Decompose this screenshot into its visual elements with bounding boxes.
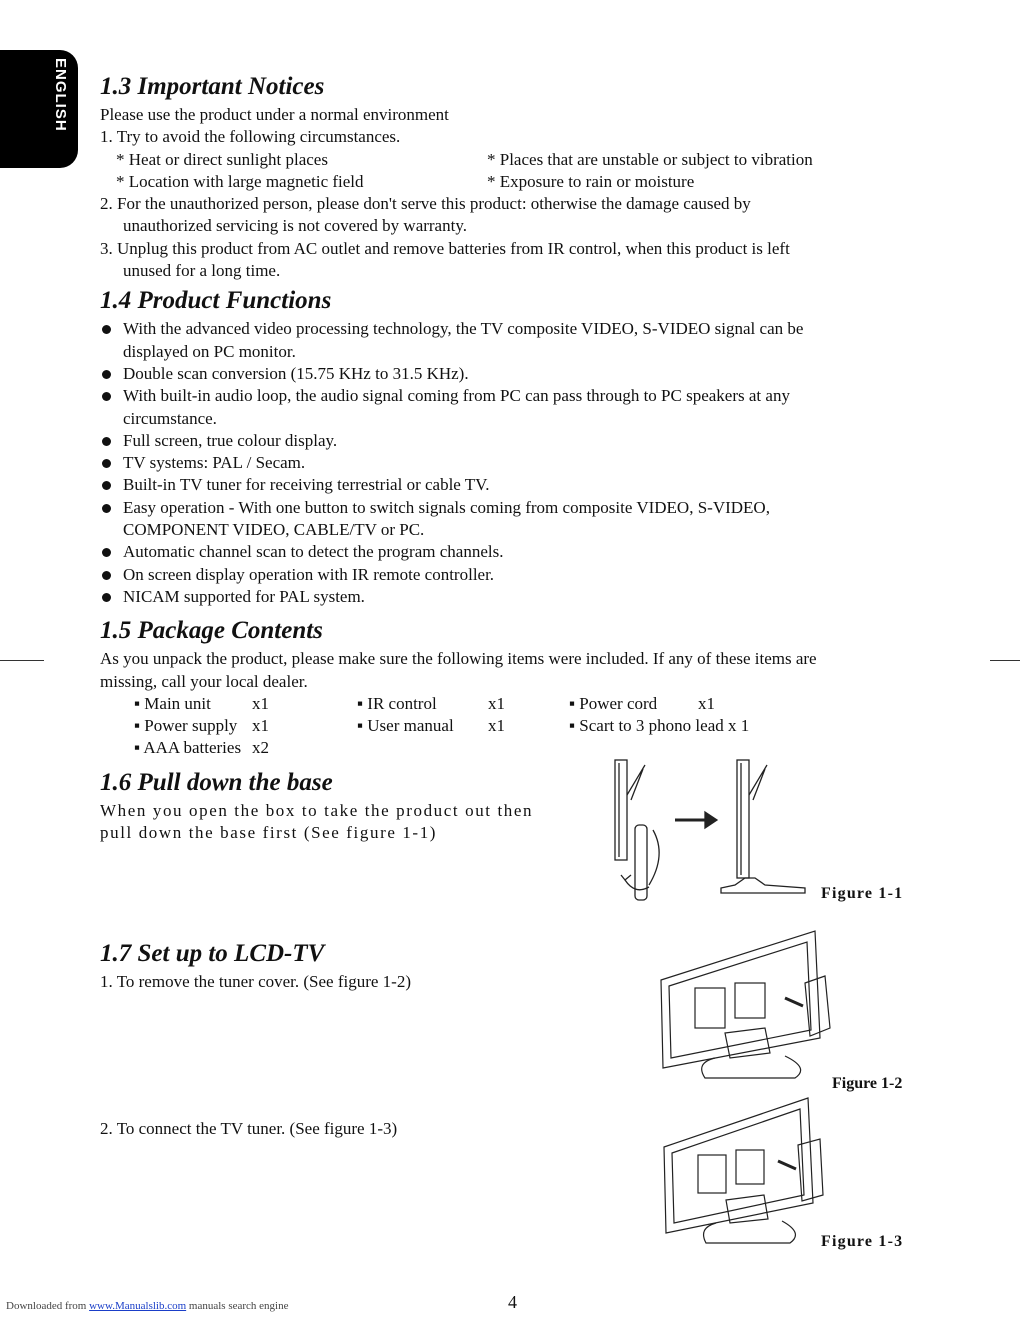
figure-1-1-caption: Figure 1-1: [821, 885, 904, 902]
avoid-item: * Location with large magnetic field: [116, 171, 364, 191]
avoid-row-1: [100, 149, 920, 171]
function-item: TV systems: PAL / Secam.: [100, 452, 920, 474]
function-item: Full screen, true colour display.: [100, 430, 920, 452]
cut-mark-left: [0, 660, 44, 661]
s13-intro: Please use the product under a normal environment: [100, 105, 449, 124]
s16-line-2: pull down the base first (See figure 1-1): [100, 823, 438, 843]
function-item: With built-in audio loop, the audio signal coming from PC can pass through to PC speakers at any circumstance.: [100, 385, 920, 430]
package-item: ▪ IR control x1: [357, 693, 505, 713]
package-list: [100, 693, 920, 760]
function-item: Double scan conversion (15.75 KHz to 31.5 KHz).: [100, 363, 920, 385]
package-item: ▪ Power cord x1: [569, 693, 715, 713]
package-item: ▪ Power supply x1: [134, 716, 269, 736]
figure-1-2-caption: Figure 1-2: [832, 1075, 903, 1092]
avoid-row-2: [100, 171, 920, 193]
footer-prefix: Downloaded from: [6, 1300, 87, 1312]
s16-line-1: When you open the box to take the product out then: [100, 800, 534, 820]
function-list: [100, 318, 920, 608]
function-item: Easy operation - With one button to switch signals coming from composite VIDEO, S-VIDEO, COMPONENT VIDEO, CABLE/TV or PC.: [100, 497, 920, 542]
page-number: 4: [508, 1292, 517, 1312]
function-item: NICAM supported for PAL system.: [100, 586, 920, 608]
avoid-item: * Heat or direct sunlight places: [116, 149, 328, 169]
s13-item3b: unused for a long time.: [123, 261, 281, 281]
package-item: ▪ User manual x1: [357, 716, 505, 736]
download-footer: [6, 1300, 288, 1312]
language-tab-label: ENGLISH: [52, 58, 69, 132]
figure-1-3-illustration: [658, 1095, 828, 1250]
package-item: ▪ Main unit x1: [134, 693, 269, 713]
s13-item2a: 2. For the unauthorized person, please don't serve this product: otherwise the damage caused by: [100, 194, 751, 214]
s17-step-2: 2. To connect the TV tuner. (See figure 1-3): [100, 1118, 398, 1138]
section-1-7-title: 1.7 Set up to LCD-TV: [100, 940, 325, 968]
s13-item3a: 3. Unplug this product from AC outlet and remove batteries from IR control, when this product is left: [100, 238, 790, 258]
section-1-3-title: 1.3 Important Notices: [100, 73, 325, 100]
avoid-item: * Places that are unstable or subject to vibration: [487, 149, 813, 169]
section-1-5-title: 1.5 Package Contents: [100, 617, 323, 645]
avoid-item: * Exposure to rain or moisture: [487, 171, 695, 191]
package-item: ▪ AAA batteries x2: [134, 738, 269, 758]
function-item: With the advanced video processing technology, the TV composite VIDEO, S-VIDEO signal can be displayed on PC monitor.: [100, 318, 920, 363]
cut-mark-right: [990, 660, 1020, 661]
package-item: ▪ Scart to 3 phono lead x 1: [569, 716, 750, 736]
function-item: Built-in TV tuner for receiving terrestrial or cable TV.: [100, 474, 920, 496]
footer-suffix: manuals search engine: [188, 1300, 289, 1312]
figure-1-3-caption: Figure 1-3: [821, 1233, 904, 1250]
s17-step-1: 1. To remove the tuner cover. (See figure 1-2): [100, 972, 411, 992]
section-1-6-title: 1.6 Pull down the base: [100, 768, 333, 796]
manualslib-link[interactable]: www.Manualslib.com: [89, 1300, 187, 1312]
s15-intro-2: missing, call your local dealer.: [100, 671, 308, 691]
function-item: On screen display operation with IR remote controller.: [100, 564, 920, 586]
function-item: Automatic channel scan to detect the program channels.: [100, 541, 920, 563]
figure-1-1-illustration: [605, 755, 815, 905]
s13-item2b: unauthorized servicing is not covered by warranty.: [123, 216, 467, 236]
s15-intro-1: As you unpack the product, please make sure the following items were included. If any of these items are: [100, 649, 817, 669]
s13-item1: 1. Try to avoid the following circumstances.: [100, 127, 401, 147]
figure-1-2-illustration: [655, 928, 845, 1088]
section-1-4-title: 1.4 Product Functions: [100, 287, 332, 315]
language-tab: [0, 50, 78, 168]
